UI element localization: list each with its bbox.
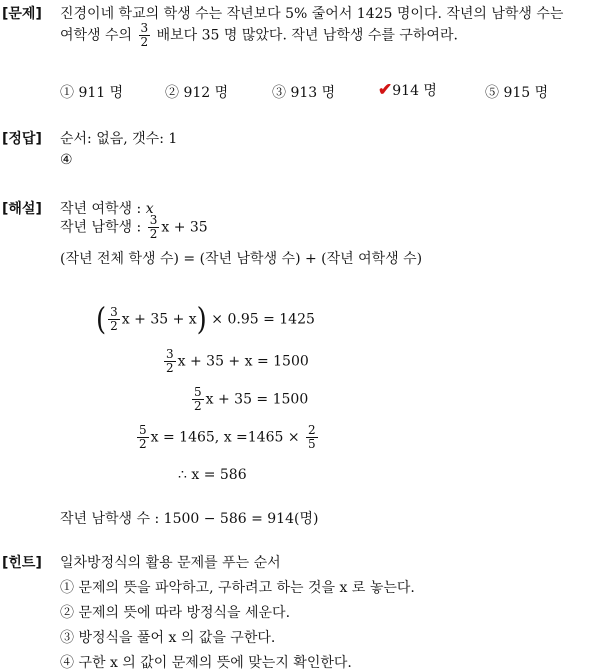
option-4[interactable] <box>378 80 437 100</box>
frac-numerator: 5 <box>194 385 202 399</box>
option-5-mark: ⑤ <box>485 85 499 101</box>
option-5[interactable] <box>485 82 548 102</box>
problem-line-2 <box>60 22 458 49</box>
hint-step-2: ② 문제의 뜻에 따라 방정식을 세운다. <box>60 605 291 621</box>
girls-label: 작년 여학생 : <box>60 201 142 217</box>
eq3-fraction <box>192 386 204 413</box>
frac-numerator: 3 <box>149 213 158 227</box>
eq4-fraction-2 <box>306 424 318 451</box>
problem-line-2-post: 배보다 35 명 많았다. 작년 남학생 수를 구하여라. <box>156 27 458 44</box>
solution-result: 작년 남학생 수 : 1500 − 586 = 914(명) <box>60 511 319 527</box>
problem-label: [문제] <box>2 6 42 22</box>
option-5-text: 915 명 <box>503 85 549 101</box>
frac-denominator: 2 <box>110 319 118 333</box>
option-3-mark: ③ <box>272 85 286 101</box>
girls-var: x <box>145 201 154 217</box>
right-paren: ) <box>196 301 207 338</box>
answer-line-1: 순서: 없음, 갯수: 1 <box>60 131 178 147</box>
eq1-tail: × 0.95 = 1425 <box>211 311 315 328</box>
option-2[interactable] <box>165 82 228 102</box>
frac-numerator: 3 <box>110 305 118 319</box>
problem-fraction <box>139 22 151 49</box>
boys-rest: x + 35 <box>161 219 208 236</box>
answer-line-2: ④ <box>60 152 73 168</box>
hint-title: 일차방정식의 활용 문제를 푸는 순서 <box>60 555 281 571</box>
hint-step-3: ③ 방정식을 풀어 x 의 값을 구한다. <box>60 630 276 646</box>
frac-denominator: 2 <box>194 399 202 413</box>
solution-label: [해설] <box>2 201 42 217</box>
option-1-mark: ① <box>60 85 74 101</box>
frac-denominator: 2 <box>140 35 149 49</box>
frac-numerator: 3 <box>140 21 149 35</box>
frac-denominator: 2 <box>166 361 174 375</box>
eq4-fraction <box>137 424 149 451</box>
hint-label: [힌트] <box>2 555 42 571</box>
equation-5: ∴ x = 586 <box>178 467 247 483</box>
eq1-rest: x + 35 + x <box>121 311 197 328</box>
boys-fraction <box>148 214 160 241</box>
option-3-text: 913 명 <box>290 85 336 101</box>
frac-numerator: 2 <box>308 423 316 437</box>
option-2-mark: ② <box>165 85 179 101</box>
eq3-rest: x + 35 = 1500 <box>205 391 309 408</box>
solution-boys <box>60 214 208 241</box>
problem-line-2-pre: 여학생 수의 <box>60 27 133 44</box>
eq4-mid: x = 1465, x =1465 × <box>150 429 300 446</box>
equation-3 <box>190 386 308 413</box>
frac-denominator: 5 <box>308 437 316 451</box>
option-2-text: 912 명 <box>183 85 229 101</box>
frac-numerator: 3 <box>166 347 174 361</box>
equation-2 <box>162 348 309 375</box>
option-3[interactable] <box>272 82 335 102</box>
checkmark-icon: ✔ <box>378 80 393 100</box>
hint-step-4: ④ 구한 x 의 값이 문제의 뜻에 맞는지 확인한다. <box>60 655 352 671</box>
boys-label: 작년 남학생 : <box>60 219 142 236</box>
equation-1 <box>96 301 315 338</box>
left-paren: ( <box>96 301 107 338</box>
eq2-rest: x + 35 + x = 1500 <box>177 353 309 370</box>
eq2-fraction <box>164 348 176 375</box>
answer-label: [정답] <box>2 131 42 147</box>
equation-4 <box>135 424 320 451</box>
hint-step-1: ① 문제의 뜻을 파악하고, 구하려고 하는 것을 x 로 놓는다. <box>60 580 415 596</box>
frac-denominator: 2 <box>139 437 147 451</box>
frac-denominator: 2 <box>149 227 158 241</box>
option-1[interactable] <box>60 82 123 102</box>
solution-relation: (작년 전체 학생 수) = (작년 남학생 수) + (작년 여학생 수) <box>60 251 423 267</box>
eq1-fraction <box>108 306 120 333</box>
problem-line-1: 진경이네 학교의 학생 수는 작년보다 5% 줄어서 1425 명이다. 작년의 남학생 수는 <box>60 6 564 22</box>
option-4-text: 914 명 <box>392 83 437 99</box>
option-1-text: 911 명 <box>78 85 124 101</box>
frac-numerator: 5 <box>139 423 147 437</box>
